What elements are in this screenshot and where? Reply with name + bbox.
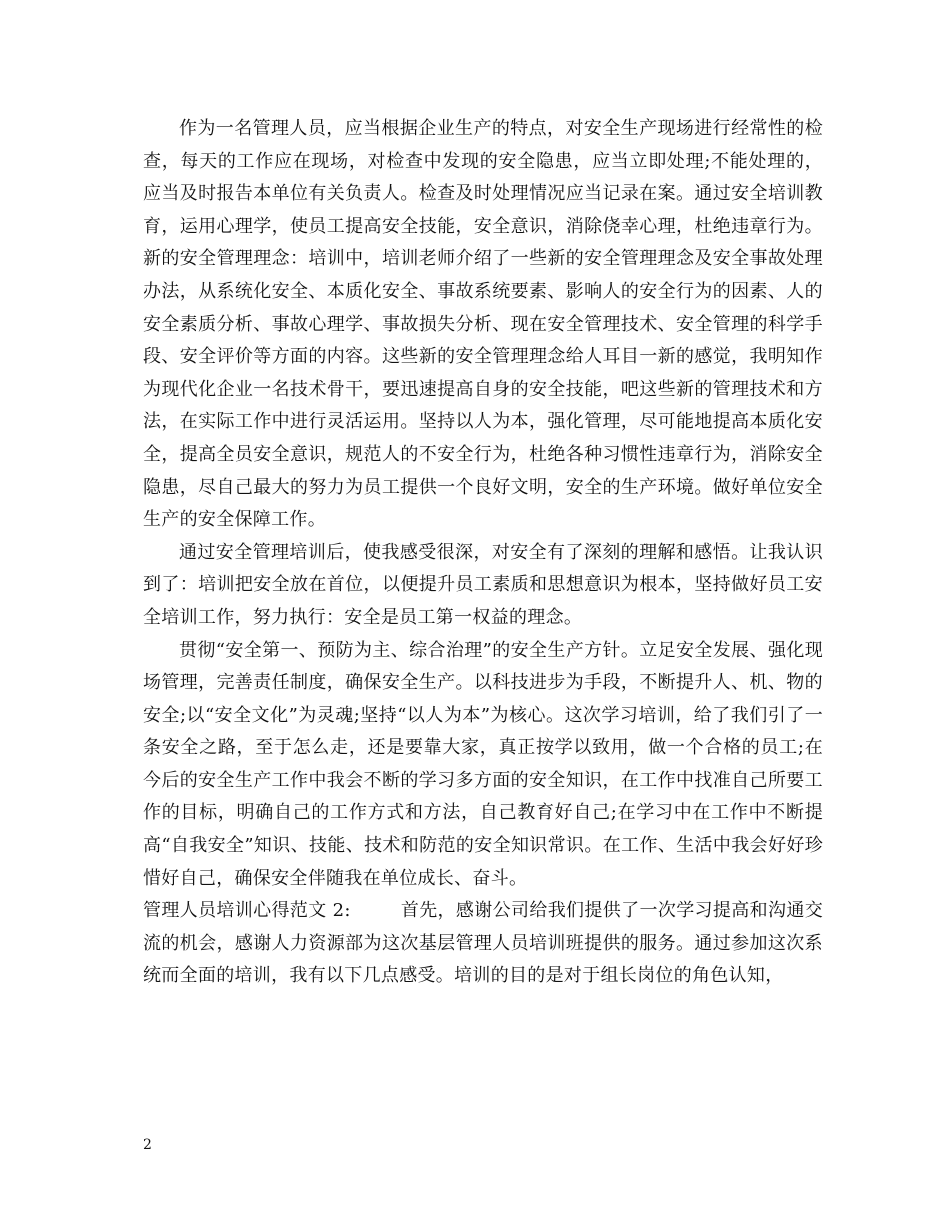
section-lead-title: 管理人员培训心得范文 2: <box>143 900 351 922</box>
paragraph-3: 贯彻“安全第一、预防为主、综合治理”的安全生产方针。立足安全发展、强化现场管理，完善责任制度，确保安全生产。以科技进步为手段，不断提升人、机、物的安全;以“安全文化”为灵魂;坚持“以人为本”为核心。这次学习培训，给了我们引了一条安全之路，至于怎么走，还是要靠大家，真正按学以致用，做一个合格的员工;在今后的安全生产工作中我会不断的学习多方面的安全知识，在工作中找准自己所要工作的目标，明确自己的工作方式和方法，自己教育好自己;在学习中在工作中不断提高“自我安全”知识、技能、技术和防范的安全知识常识。在工作、生活中我会好好珍惜好自己，确保安全伴随我在单位成长、奋斗。 <box>143 639 823 889</box>
page-number: 2 <box>143 1137 152 1153</box>
paragraph-4-body: 首先，感谢公司给我们提供了一次学习提高和沟通交流的机会，感谢人力资源部为这次基层管理人员培训班提供的服务。通过参加这次系统而全面的培训，我有以下几点感受。培训的目的是对于组长岗位的角色认知， <box>143 900 823 987</box>
paragraph-2: 通过安全管理培训后，使我感受很深，对安全有了深刻的理解和感悟。让我认识到了：培训把安全放在首位，以便提升员工素质和思想意识为根本，坚持做好员工安全培训工作，努力执行：安全是员工第一权益的理念。 <box>143 541 823 628</box>
paragraph-1: 作为一名管理人员，应当根据企业生产的特点，对安全生产现场进行经常性的检查，每天的工作应在现场，对检查中发现的安全隐患，应当立即处理;不能处理的，应当及时报告本单位有关负责人。检查及时处理情况应当记录在案。通过安全培训教育，运用心理学，使员工提高安全技能，安全意识，消除侥幸心理，杜绝违章行为。新的安全管理理念：培训中，培训老师介绍了一些新的安全管理理念及安全事故处理办法，从系统化安全、本质化安全、事故系统要素、影响人的安全行为的因素、人的安全素质分析、事故心理学、事故损失分析、现在安全管理技术、安全管理的科学手段、安全评价等方面的内容。这些新的安全管理理念给人耳目一新的感觉，我明知作为现代化企业一名技术骨干，要迅速提高自身的安全技能，吧这些新的管理技术和方法，在实际工作中进行灵活运用。坚持以人为本，强化管理，尽可能地提高本质化安全，提高全员安全意识，规范人的不安全行为，杜绝各种习惯性违章行为，消除安全隐患，尽自己最大的努力为员工提供一个良好文明，安全的生产环境。做好单位安全生产的安全保障工作。 <box>143 118 823 531</box>
document-body <box>143 113 823 993</box>
paragraph-4 <box>143 895 823 993</box>
